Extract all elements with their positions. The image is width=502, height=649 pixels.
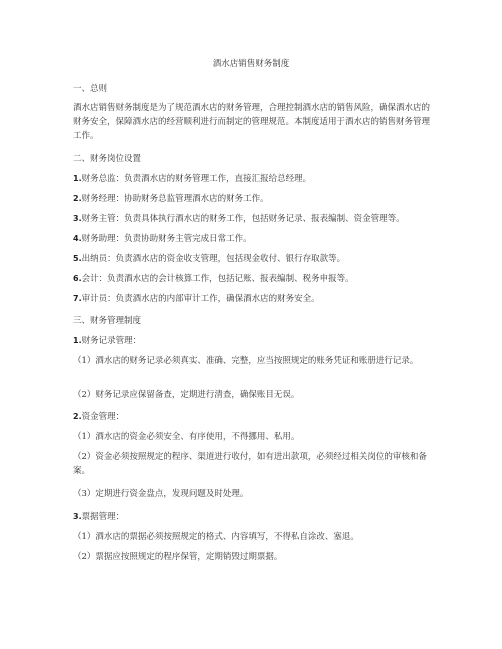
list-item-text: 出纳员：负责酒水店的资金收支管理，包括现金收付、银行存取款等。 (81, 254, 346, 264)
section-1-body: 酒水店销售财务制度是为了规范酒水店的财务管理，合理控制酒水店的销售风险，确保酒水店的财务安全，保障酒水店的经营顺利进行而制定的管理规范。本制度适用于酒水店的销售财务管理工作。 (73, 103, 431, 141)
list-item-text: 财务主管：负责具体执行酒水店的财务工作，包括财务记录、报表编制、资金管理等。 (81, 214, 405, 224)
subsection-title: 票据管理： (81, 512, 125, 522)
list-item-text: 审计员：负责酒水店的内部审计工作，确保酒水店的财务安全。 (81, 294, 320, 304)
subsection-number: 2. (73, 412, 82, 421)
subsection-3-paragraph-2: （2）票据应按照规定的程序保管，定期销毁过期票据。 (73, 552, 283, 562)
subsection-2-heading (73, 410, 431, 424)
section-1-heading: 一、总则 (73, 84, 108, 94)
subsection-title: 资金管理： (81, 412, 125, 422)
subsection-1-paragraph-1: （1）酒水店的财务记录必须真实、准确、完整，应当按照规定的账务凭证和账册进行记录。 (73, 356, 419, 366)
list-item-number: 3. (73, 214, 82, 223)
list-item-number: 5. (73, 254, 82, 263)
list-item (73, 212, 431, 226)
list-item-number: 2. (73, 194, 82, 203)
subsection-title: 财务记录管理： (81, 336, 142, 346)
section-3-heading: 三、财务管理制度 (73, 316, 142, 326)
subsection-number: 3. (73, 512, 82, 521)
subsection-3-heading (73, 510, 431, 524)
subsection-2-paragraph-3: （3）定期进行资金盘点，发现问题及时处理。 (73, 489, 249, 499)
list-item-number: 7. (73, 294, 82, 303)
list-item-text: 会计：负责酒水店的会计核算工作，包括记账、报表编制、税务申报等。 (81, 274, 354, 284)
subsection-1-paragraph-2: （2）财务记录应保留备查，定期进行清查，确保账目无误。 (73, 390, 300, 400)
subsection-2-paragraph-2: （2）资金必须按照规定的程序、渠道进行收付，如有进出款项，必须经过相关岗位的审核和备案。 (73, 452, 427, 476)
subsection-number: 1. (73, 336, 82, 345)
list-item-text: 财务助理：负责协助财务主管完成日常工作。 (81, 234, 252, 244)
list-item (73, 292, 431, 306)
subsection-2-paragraph-1: （1）酒水店的资金必须安全、有序使用，不得挪用、私用。 (73, 432, 300, 442)
list-item-number: 1. (73, 174, 82, 183)
list-item-number: 4. (73, 234, 82, 243)
list-item (73, 252, 431, 266)
subsection-1-heading (73, 334, 431, 348)
list-item (73, 272, 431, 286)
list-item-number: 6. (73, 274, 82, 283)
list-item-text: 财务总监：负责酒水店的财务管理工作，直接汇报给总经理。 (81, 174, 312, 184)
subsection-3-paragraph-1: （1）酒水店的票据必须按照规定的格式、内容填写，不得私自涂改、塞退。 (73, 532, 359, 542)
list-item (73, 172, 431, 186)
list-item-text: 财务经理：协助财务总监管理酒水店的财务工作。 (81, 194, 269, 204)
section-2-heading: 二、财务岗位设置 (73, 154, 142, 164)
document-title: 酒水店销售财务制度 (212, 59, 290, 69)
list-item (73, 192, 431, 206)
list-item (73, 232, 431, 246)
